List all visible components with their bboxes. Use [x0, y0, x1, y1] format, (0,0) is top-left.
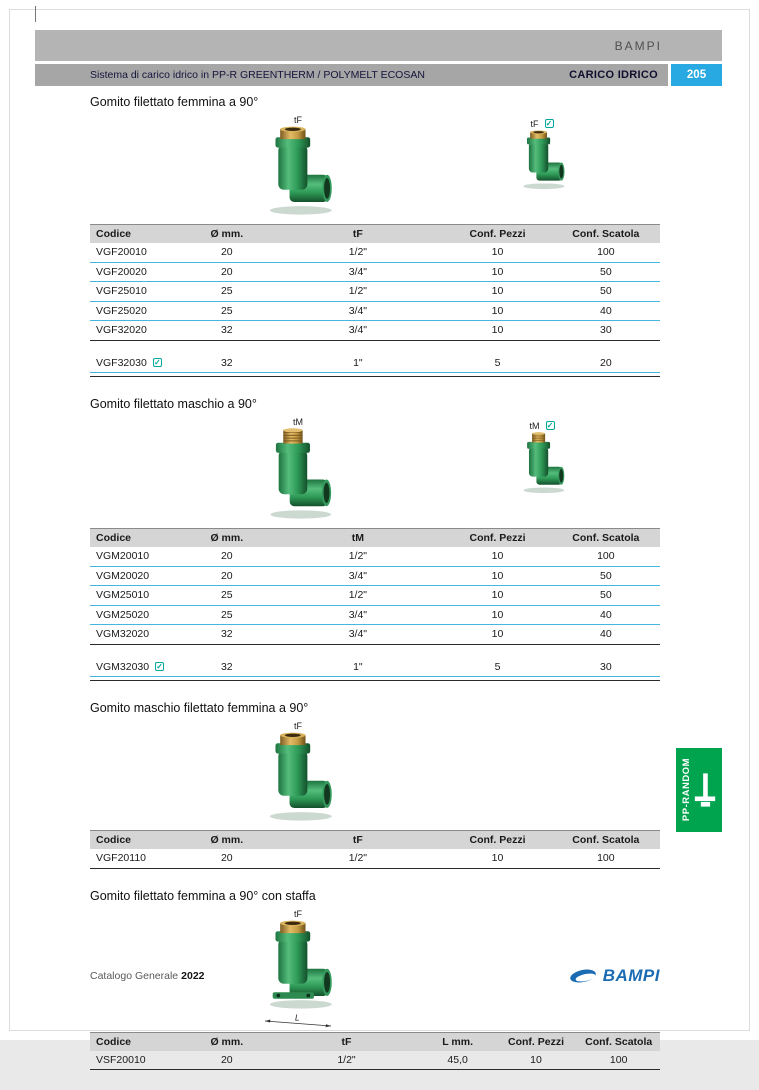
- value-cell: 1/2": [272, 282, 443, 302]
- product-row: [90, 547, 660, 566]
- value-cell: 10: [443, 282, 551, 302]
- product-code-cell: VGM32030 ✓: [90, 658, 181, 677]
- value-cell: 32: [181, 658, 272, 677]
- value-cell: 40: [552, 301, 660, 321]
- section-gomito-filettato-femmina: [90, 95, 660, 377]
- female-elbow-image: [255, 126, 341, 216]
- value-cell: 5: [443, 354, 551, 373]
- product-row: [90, 301, 660, 321]
- page-number-badge: 205: [671, 64, 722, 86]
- column-header: Ø mm.: [181, 831, 272, 850]
- value-cell: 100: [552, 243, 660, 262]
- value-cell: 20: [220, 852, 233, 864]
- product-row: [90, 605, 660, 625]
- section-title: Gomito filettato femmina a 90° con staffa: [90, 888, 316, 903]
- value-cell: 50: [552, 282, 660, 302]
- section-title: Gomito filettato maschio a 90°: [90, 397, 257, 411]
- value-cell: 1/2": [272, 547, 443, 566]
- column-header: L mm.: [421, 1032, 495, 1051]
- product-figures: [90, 115, 660, 221]
- product-code-cell: VGF32030 ✓: [90, 354, 181, 373]
- dimension-label: L: [295, 1013, 300, 1022]
- check-icon: ✓: [156, 661, 163, 671]
- column-header: tM: [272, 529, 443, 548]
- value-cell: 50: [552, 566, 660, 586]
- column-header: Conf. Scatola: [577, 1032, 660, 1051]
- product-row: [90, 262, 660, 282]
- column-header: Conf. Pezzi: [443, 831, 551, 850]
- value-cell: 20: [220, 1053, 233, 1066]
- value-cell: 10: [443, 262, 551, 282]
- column-header: tF: [272, 1032, 420, 1051]
- value-cell: 10: [443, 301, 551, 321]
- crop-mark: [35, 6, 36, 22]
- column-header: Codice: [90, 529, 181, 548]
- spec-table-extra: [90, 354, 660, 374]
- spec-table: [90, 224, 660, 341]
- product-photo-large: [255, 115, 341, 221]
- product-row: [90, 625, 660, 645]
- column-header: Ø mm.: [181, 529, 272, 548]
- value-cell: 3/4": [272, 605, 443, 625]
- value-cell: 20: [552, 354, 660, 373]
- value-cell: 10: [443, 586, 551, 606]
- column-header: Conf. Pezzi: [443, 225, 551, 244]
- value-cell: 1": [272, 658, 443, 677]
- product-row: [90, 243, 660, 262]
- value-cell: 10: [491, 852, 504, 864]
- column-header: Conf. Scatola: [552, 225, 660, 244]
- product-row: [90, 1051, 660, 1070]
- product-photo-small: [513, 119, 571, 195]
- brand-bar: [35, 30, 722, 61]
- male-elbow-image: [255, 428, 341, 520]
- product-row: [90, 354, 660, 373]
- value-cell: 3/4": [348, 324, 368, 336]
- value-cell: 50: [552, 262, 660, 282]
- value-cell: 10: [443, 243, 551, 262]
- extra-row-block: [90, 354, 660, 378]
- value-cell: 3/4": [272, 301, 443, 321]
- section-gomito-filettato-maschio: [90, 397, 660, 681]
- value-cell: 20: [181, 243, 272, 262]
- thread-type-label: tM: [293, 417, 303, 427]
- product-code-cell: VSF20010: [96, 1053, 146, 1066]
- product-code-cell: VGF20010: [90, 243, 181, 262]
- check-icon: ✓: [153, 357, 161, 367]
- section-title: Gomito filettato femmina a 90°: [90, 95, 259, 109]
- product-row: [90, 321, 660, 341]
- value-cell: 3/4": [348, 628, 368, 640]
- product-code-cell: VGM20010: [90, 547, 181, 566]
- column-header: Codice: [90, 225, 181, 244]
- product-code-cell: VGM32020: [96, 628, 150, 640]
- value-cell: 20: [181, 547, 272, 566]
- product-code-cell: VGM25010: [90, 586, 181, 606]
- value-cell: 25: [181, 282, 272, 302]
- value-cell: 1/2": [348, 852, 368, 864]
- category-tab-pp-random: [676, 748, 722, 832]
- product-code-cell: VGF20020: [90, 262, 181, 282]
- bampi-logo-text: BAMPI: [602, 966, 660, 985]
- value-cell: 32: [220, 628, 233, 640]
- section-gomito-maschio-filettato-femmina: [90, 701, 660, 869]
- thread-type-label: tF: [294, 908, 302, 919]
- value-cell: 10: [491, 324, 504, 336]
- product-code-cell: VGF32020: [96, 324, 147, 336]
- value-cell: 40: [599, 628, 612, 640]
- spec-table-extra: [90, 658, 660, 678]
- value-cell: 3/4": [272, 566, 443, 586]
- spec-table: [90, 528, 660, 645]
- spec-table: [90, 830, 660, 869]
- column-header: Conf. Pezzi: [443, 529, 551, 548]
- column-header: Conf. Scatola: [552, 831, 660, 850]
- extra-row-block: [90, 658, 660, 682]
- check-icon: ✓: [545, 119, 553, 128]
- value-cell: 25: [181, 301, 272, 321]
- column-header: Conf. Scatola: [552, 529, 660, 548]
- thread-type-label: tF: [294, 115, 302, 125]
- value-cell: 1/2": [272, 586, 443, 606]
- value-cell: 1/2": [337, 1053, 356, 1066]
- male-female-elbow-image: [255, 732, 341, 822]
- chapter-title: CARICO IDRICO: [569, 69, 658, 81]
- column-header: Codice: [90, 1032, 181, 1051]
- value-cell: 45,0: [447, 1053, 468, 1066]
- value-cell: 5: [443, 658, 551, 677]
- product-row: [90, 849, 660, 868]
- product-row: [90, 658, 660, 677]
- value-cell: 100: [597, 852, 615, 864]
- product-row: [90, 586, 660, 606]
- bampi-logo: [569, 966, 660, 986]
- bracket-elbow-image: [255, 920, 341, 1010]
- value-cell: 10: [530, 1053, 542, 1066]
- value-cell: 1": [272, 354, 443, 373]
- product-row: [90, 282, 660, 302]
- brand-name: BAMPI: [614, 38, 662, 53]
- value-cell: 1/2": [272, 243, 443, 262]
- thread-type-label: tM: [529, 421, 540, 431]
- column-header: Ø mm.: [181, 1032, 272, 1051]
- category-tab-label: PP-RANDOM: [681, 758, 692, 822]
- column-header: Ø mm.: [181, 225, 272, 244]
- product-photo-large: [255, 721, 341, 827]
- value-cell: 10: [443, 566, 551, 586]
- value-cell: 10: [491, 628, 504, 640]
- thread-type-label: tF: [530, 119, 539, 129]
- product-figures: [90, 721, 660, 827]
- column-header: tF: [272, 225, 443, 244]
- value-cell: 25: [181, 605, 272, 625]
- catalog-year: 2022: [181, 970, 205, 982]
- bampi-logo-swoosh-icon: [569, 966, 599, 986]
- female-elbow-image-small: [513, 130, 571, 190]
- column-header: tF: [272, 831, 443, 850]
- product-code-cell: VGM20020: [90, 566, 181, 586]
- thread-type-label: tF: [294, 721, 302, 731]
- value-cell: 32: [181, 354, 272, 373]
- page-footer: [90, 966, 660, 986]
- check-icon: ✓: [546, 421, 554, 430]
- page-content: [90, 95, 660, 1090]
- value-cell: 10: [443, 605, 551, 625]
- product-photo-large: [255, 417, 341, 525]
- product-code-cell: VGF25020: [90, 301, 181, 321]
- value-cell: 25: [181, 586, 272, 606]
- product-row: [90, 566, 660, 586]
- value-cell: 30: [599, 324, 612, 336]
- value-cell: 30: [552, 658, 660, 677]
- dimension-arrow: [255, 1015, 341, 1029]
- pipe-fitting-icon: [693, 770, 717, 810]
- product-code-cell: VGF25010: [90, 282, 181, 302]
- value-cell: 20: [181, 566, 272, 586]
- catalog-edition-label: Catalogo Generale 2022: [90, 970, 205, 982]
- value-cell: 100: [609, 1053, 628, 1066]
- value-cell: 32: [220, 324, 233, 336]
- chapter-header-bar: [35, 64, 668, 86]
- product-photo-small: [513, 421, 571, 499]
- male-elbow-image-small: [513, 432, 571, 494]
- value-cell: 100: [552, 547, 660, 566]
- column-header: Conf. Pezzi: [495, 1032, 578, 1051]
- value-cell: 20: [181, 262, 272, 282]
- chapter-subtitle: Sistema di carico idrico in PP-R GREENTHERM / POLYMELT ECOSAN: [90, 69, 425, 81]
- product-code-cell: VGM25020: [90, 605, 181, 625]
- value-cell: 3/4": [272, 262, 443, 282]
- section-title: Gomito maschio filettato femmina a 90°: [90, 701, 309, 715]
- spec-table: [90, 1032, 660, 1071]
- value-cell: 10: [443, 547, 551, 566]
- product-figures: [90, 417, 660, 525]
- value-cell: 40: [552, 605, 660, 625]
- column-header: Codice: [90, 831, 181, 850]
- product-code-cell: VGF20110: [96, 852, 147, 864]
- value-cell: 50: [552, 586, 660, 606]
